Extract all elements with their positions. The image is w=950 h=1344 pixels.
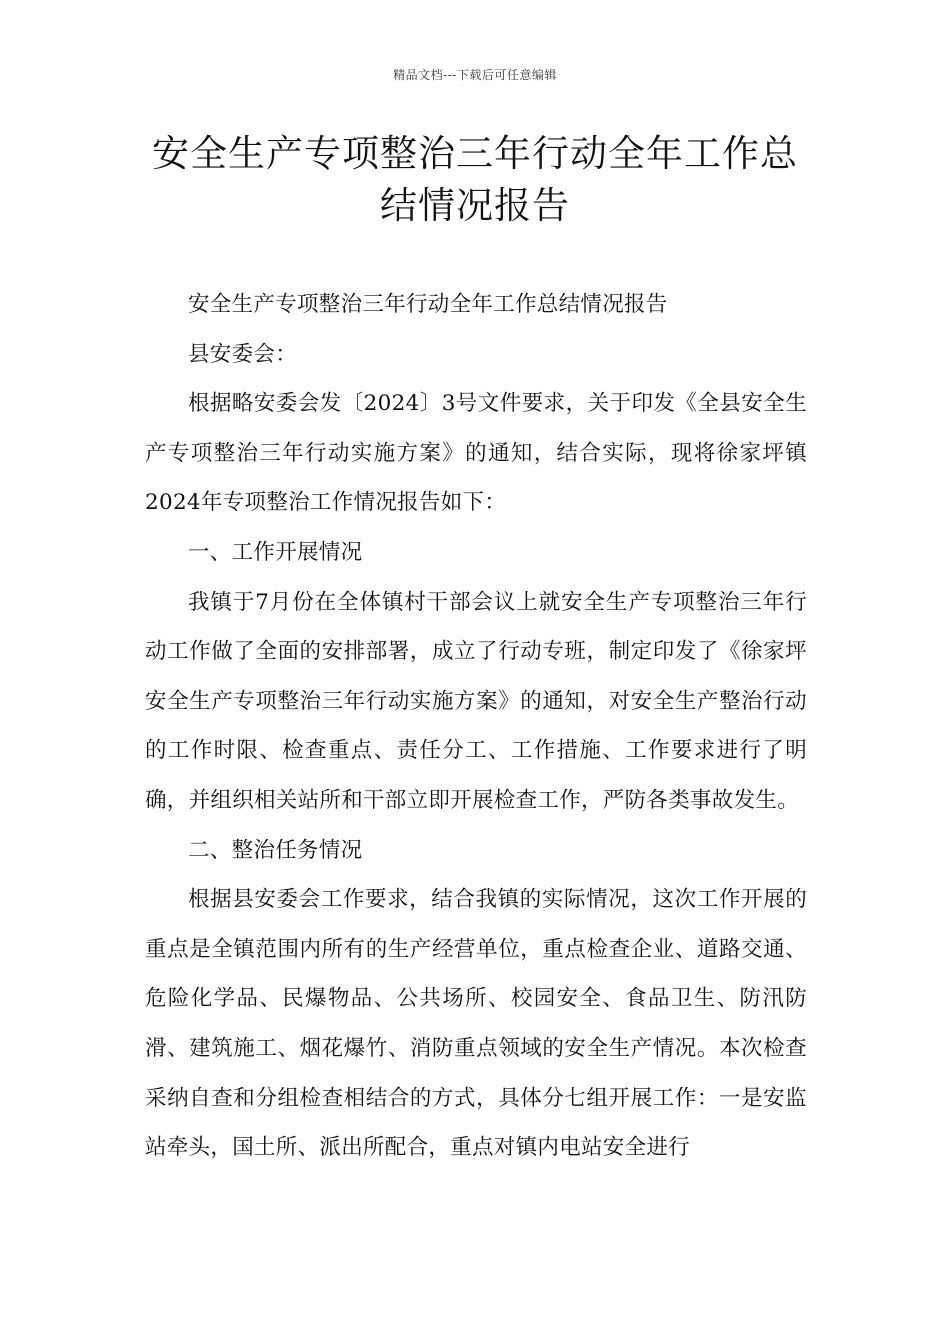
- document-title: [100, 128, 850, 232]
- body-paragraph-intro: 根据略安委会发〔2024〕3号文件要求，关于印发《全县安全生产专项整治三年行动实施方案》的通知，结合实际，现将徐家坪镇2024年专项整治工作情况报告如下：: [145, 391, 807, 516]
- document-body: [145, 280, 807, 1173]
- body-paragraph-heading: 安全生产专项整治三年行动全年工作总结情况报告: [188, 292, 668, 317]
- section-heading-2: 二、整治任务情况: [188, 837, 363, 863]
- header-note: 精品文档---下载后可任意编辑: [393, 68, 557, 82]
- section-heading-1: 一、工作开展情况: [188, 539, 363, 565]
- body-paragraph-salutation: 县安委会：: [188, 341, 298, 367]
- title-line-2: 结情况报告: [380, 184, 570, 227]
- body-paragraph-section-2: 根据县安委会工作要求，结合我镇的实际情况，这次工作开展的重点是全镇范围内所有的生产经营单位，重点检查企业、道路交通、危险化学品、民爆物品、公共场所、校园安全、食品卫生、防汛防滑、建筑施工、烟花爆竹、消防重点领域的安全生产情况。本次检查采纳自查和分组检查相结合的方式，具体分七组开展工作：一是安监站牵头，国土所、派出所配合，重点对镇内电站安全进行: [145, 887, 807, 1161]
- body-paragraph-section-1: 我镇于7月份在全体镇村干部会议上就安全生产专项整治三年行动工作做了全面的安排部署，成立了行动专班，制定印发了《徐家坪安全生产专项整治三年行动实施方案》的通知，对安全生产整治行动的工作时限、检查重点、责任分工、工作措施、工作要求进行了明确，并组织相关站所和干部立即开展检查工作，严防各类事故发生。: [145, 589, 807, 813]
- title-line-1: 安全生产专项整治三年行动全年工作总: [152, 132, 798, 175]
